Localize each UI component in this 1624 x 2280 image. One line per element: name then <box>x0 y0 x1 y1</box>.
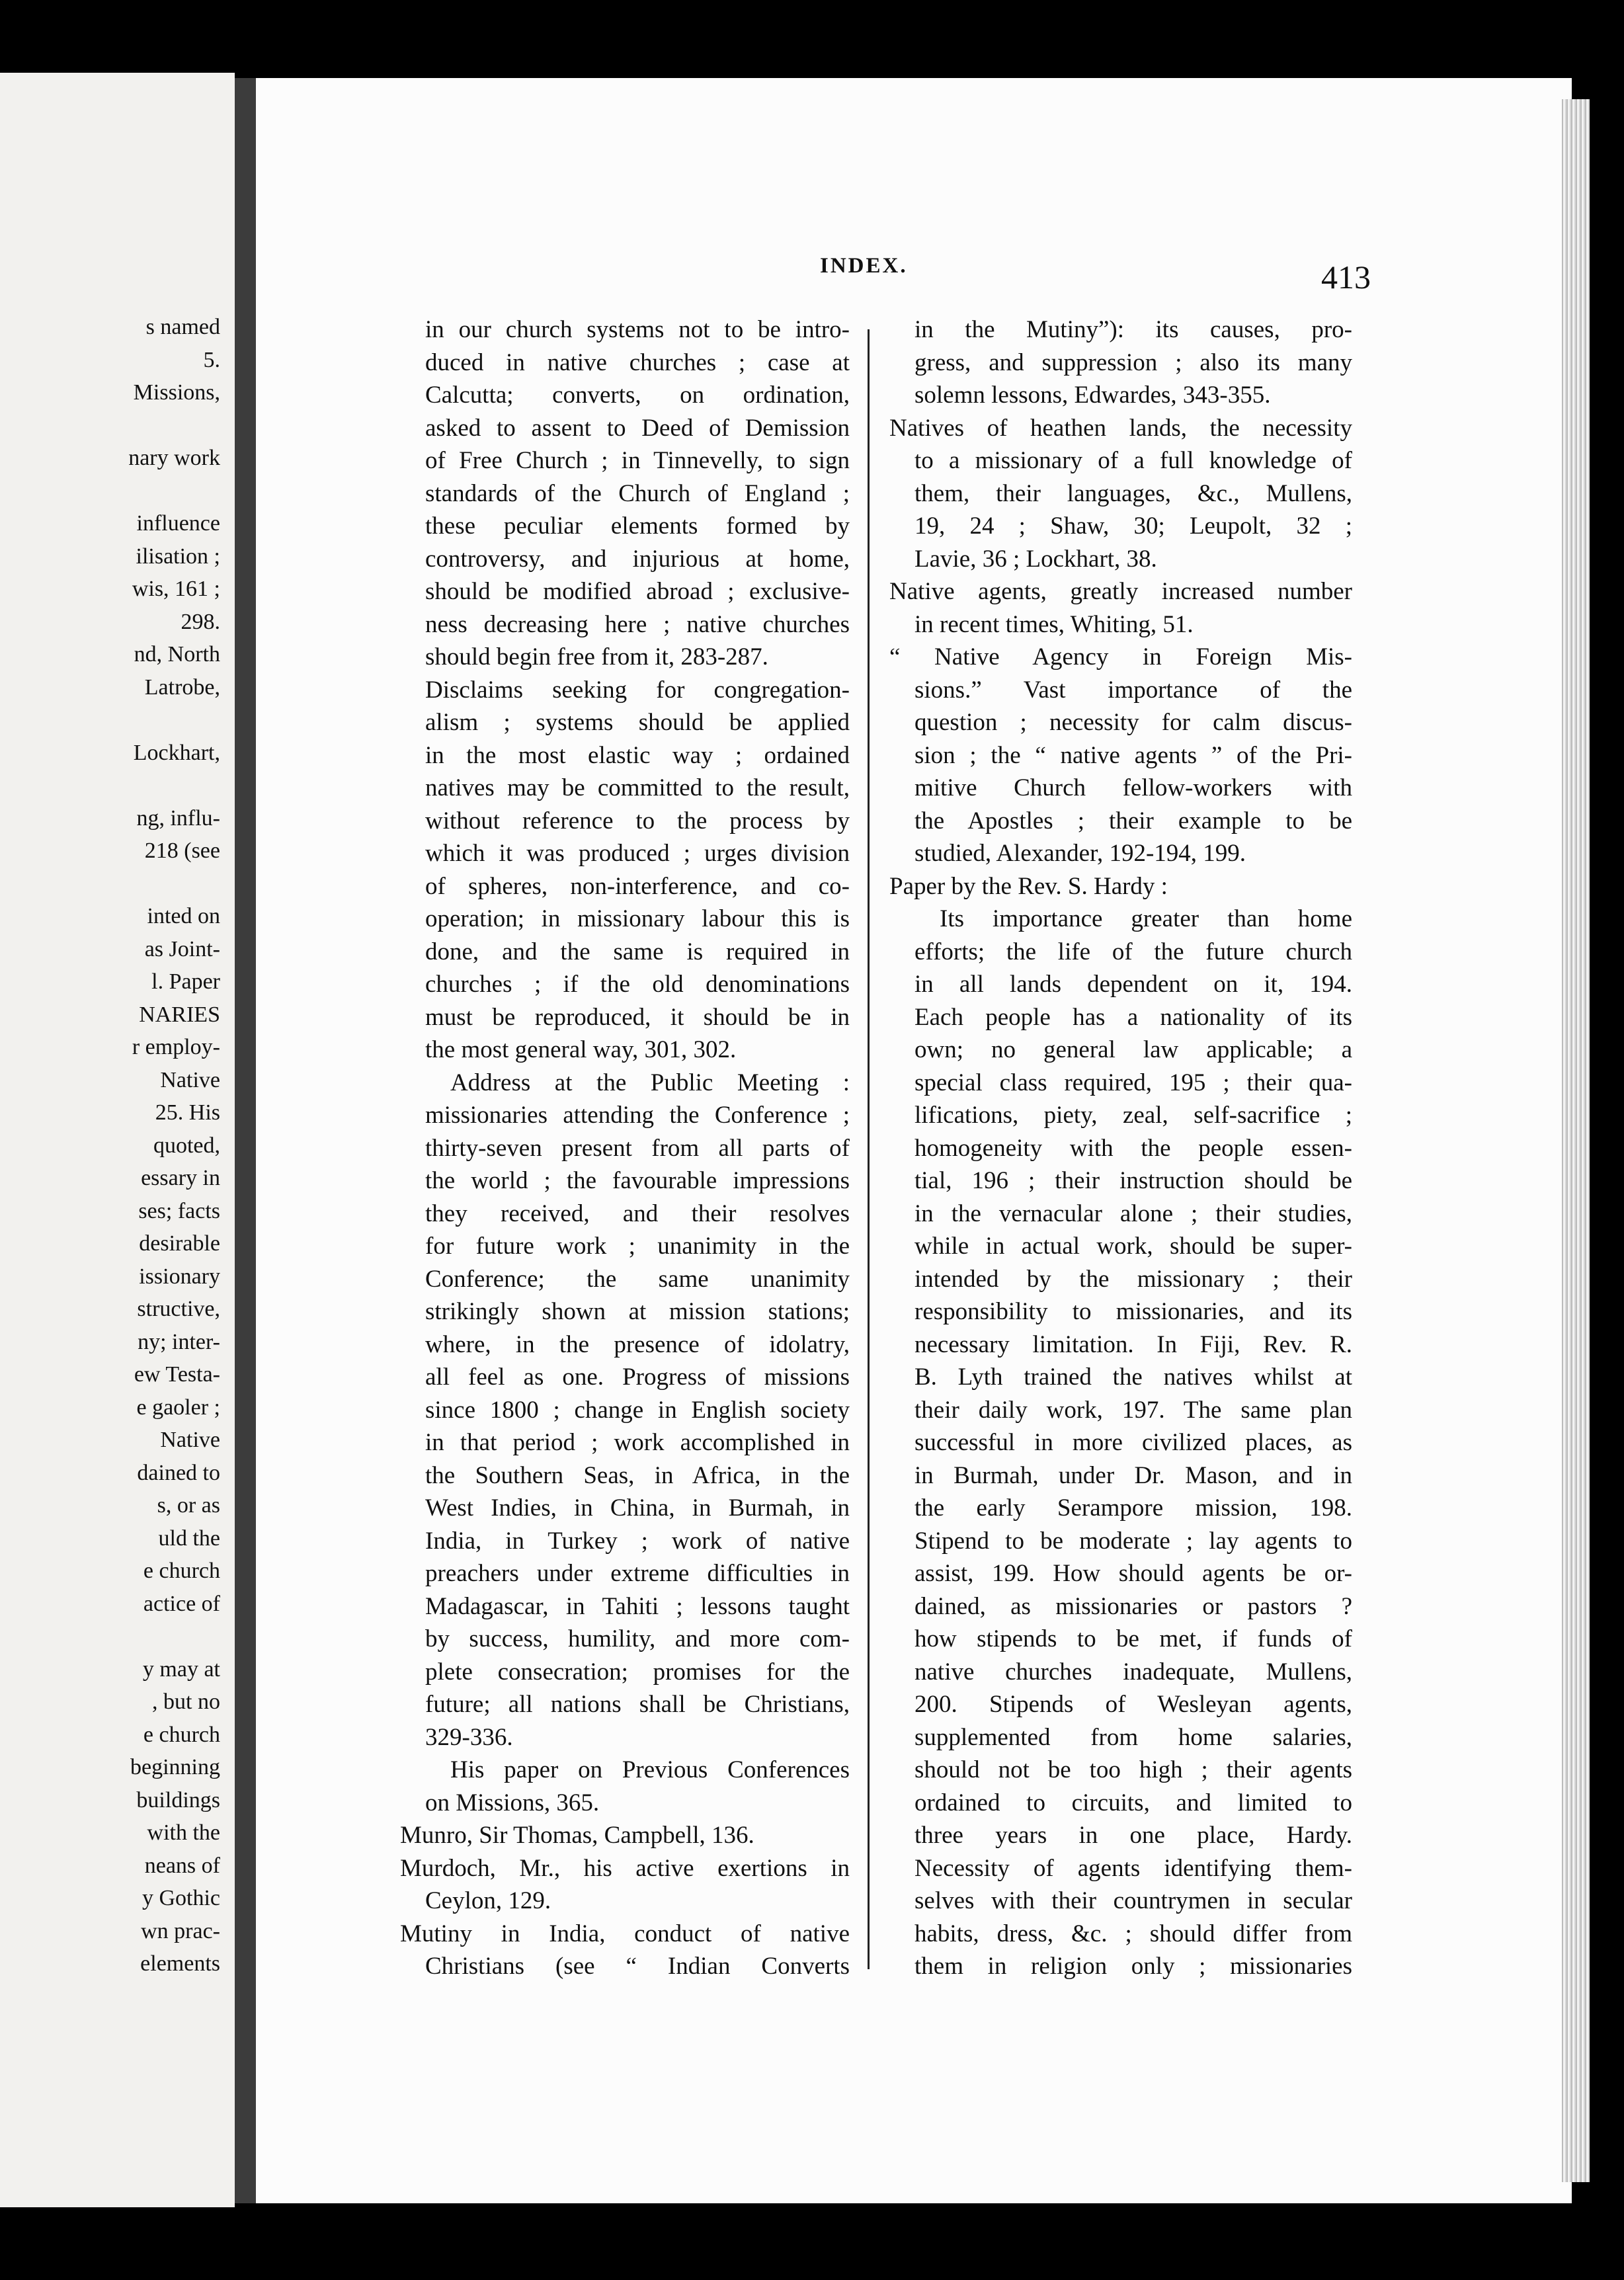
index-right-line: ordained to circuits, and limited to <box>914 1789 1352 1816</box>
index-left-line: Murdoch, Mr., his active exertions in <box>400 1854 850 1882</box>
index-right-line: Native agents, greatly increased number <box>889 578 1352 605</box>
book-spine-shadow <box>235 78 256 2203</box>
index-left-line: Conference; the same unanimity <box>425 1265 850 1293</box>
index-right-line: lifications, piety, zeal, self-sacrifice ; <box>914 1102 1352 1129</box>
left-page-line: e gaoler ; <box>136 1395 220 1420</box>
index-right-line: homogeneity with the people essen- <box>914 1134 1352 1162</box>
index-right-line: in the vernacular alone ; their studies, <box>914 1200 1352 1227</box>
index-left-line: Madagascar, in Tahiti ; lessons taught <box>425 1592 850 1620</box>
index-right-line: to a missionary of a full knowledge of <box>914 447 1352 474</box>
index-right-line: dained, as missionaries or pastors ? <box>914 1592 1352 1620</box>
left-page-line: e church <box>143 1559 220 1583</box>
index-right-line: B. Lyth trained the natives whilst at <box>914 1364 1352 1391</box>
left-page-line: Lockhart, <box>133 740 220 765</box>
index-left-line: without reference to the process by <box>425 807 850 835</box>
index-right-line: efforts; the life of the future church <box>914 938 1352 965</box>
left-page-line: r employ- <box>132 1035 220 1059</box>
index-left-line: which it was produced ; urges division <box>425 840 850 867</box>
left-page-line: neans of <box>144 1853 220 1878</box>
index-right-line: special class required, 195 ; their qua- <box>914 1069 1352 1096</box>
index-left-line: all feel as one. Progress of missions <box>425 1364 850 1391</box>
index-left-line: Address at the Public Meeting : <box>450 1069 850 1096</box>
left-page-line: Latrobe, <box>144 674 220 700</box>
index-right-line: mitive Church fellow-workers with <box>914 774 1352 801</box>
index-right-line: should not be too high ; their agents <box>914 1756 1352 1783</box>
left-page-line: y Gothic <box>142 1886 220 1910</box>
page-number: 413 <box>1321 259 1371 296</box>
index-right-line: the Apostles ; their example to be <box>914 807 1352 835</box>
left-page-line: dained to <box>137 1460 220 1485</box>
index-left-line: where, in the presence of idolatry, <box>425 1330 850 1358</box>
left-page-line <box>2 704 220 737</box>
index-left-line: should be modified abroad ; exclusive- <box>425 578 850 605</box>
left-page-line: e church <box>143 1722 220 1747</box>
index-right-line: “ Native Agency in Foreign Mis- <box>889 643 1352 671</box>
index-left-line: duced in native churches ; case at <box>425 348 850 376</box>
index-right-line: studied, Alexander, 192-194, 199. <box>914 840 1246 867</box>
left-page-line: wn prac- <box>141 1918 220 1943</box>
left-page-line <box>2 1620 220 1653</box>
index-right-line: Its importance greater than home <box>940 905 1352 932</box>
index-left-line: of spheres, non-interference, and co- <box>425 872 850 900</box>
index-left-line: in that period ; work accomplished in <box>425 1429 850 1456</box>
index-right-line: them in religion only ; missionaries <box>914 1953 1352 1980</box>
left-page-line: quoted, <box>153 1133 220 1158</box>
index-left-line: since 1800 ; change in English society <box>425 1396 850 1424</box>
index-left-line: the most general way, 301, 302. <box>425 1036 737 1063</box>
index-left-line: in the most elastic way ; ordained <box>425 741 850 769</box>
index-right-line: Necessity of agents identifying them- <box>914 1854 1352 1882</box>
index-left-line: they received, and their resolves <box>425 1200 850 1227</box>
left-page-line: 25. His <box>155 1100 220 1125</box>
left-page-line: with the <box>147 1820 220 1845</box>
left-page-line: s named <box>145 315 220 339</box>
index-right-line: gress, and suppression ; also its many <box>914 348 1352 376</box>
index-right-line: 200. Stipends of Wesleyan agents, <box>914 1691 1352 1718</box>
index-right-line: necessary limitation. In Fiji, Rev. R. <box>914 1330 1352 1358</box>
index-left-line: should begin free from it, 283-287. <box>425 643 768 671</box>
index-right-line: responsibility to missionaries, and its <box>914 1298 1352 1325</box>
index-right-line: 19, 24 ; Shaw, 30; Leupolt, 32 ; <box>914 512 1352 540</box>
index-left-line: standards of the Church of England ; <box>425 479 850 507</box>
index-left-line: Calcutta; converts, on ordination, <box>425 382 850 409</box>
left-page-line <box>2 868 220 901</box>
index-left-line: preachers under extreme difficulties in <box>425 1560 850 1587</box>
index-right-line: tial, 196 ; their instruction should be <box>914 1167 1352 1194</box>
index-left-line: strikingly shown at mission stations; <box>425 1298 850 1325</box>
left-page-line: elements <box>140 1951 220 1976</box>
left-page-line: nd, North <box>134 642 220 667</box>
index-left-line: asked to assent to Deed of Demission <box>425 414 850 442</box>
index-left-line: for future work ; unanimity in the <box>425 1233 850 1260</box>
index-right-line: them, their languages, &c., Mullens, <box>914 479 1352 507</box>
index-column-left <box>400 313 850 1983</box>
index-right-line: successful in more civilized places, as <box>914 1429 1352 1456</box>
left-page-line: ew Testa- <box>134 1362 220 1387</box>
left-page-line <box>2 769 220 802</box>
index-right-line: own; no general law applicable; a <box>914 1036 1352 1063</box>
left-page-line: ilisation ; <box>136 544 220 569</box>
index-right-line: the early Serampore mission, 198. <box>914 1494 1352 1522</box>
left-page-line: uld the <box>158 1526 220 1551</box>
index-left-line: on Missions, 365. <box>425 1789 600 1816</box>
left-page-line: wis, 161 ; <box>132 577 220 601</box>
index-left-line: must be reproduced, it should be in <box>425 1003 850 1031</box>
left-page <box>0 73 235 2207</box>
index-column-right <box>889 313 1352 1983</box>
index-left-line: Disclaims seeking for congregation- <box>425 676 850 704</box>
left-page-line: 298. <box>181 609 220 634</box>
index-left-line: in our church systems not to be intro- <box>425 316 850 343</box>
index-left-line: plete consecration; promises for the <box>425 1658 850 1686</box>
left-page-line: Missions, <box>133 380 220 405</box>
left-page-line: NARIES <box>139 1002 220 1027</box>
index-left-line: controversy, and injurious at home, <box>425 545 850 573</box>
index-right-line: Lavie, 36 ; Lockhart, 38. <box>914 545 1157 573</box>
index-left-line: Munro, Sir Thomas, Campbell, 136. <box>400 1822 754 1849</box>
left-page-line: structive, <box>137 1297 220 1321</box>
index-left-line: Ceylon, 129. <box>425 1887 551 1914</box>
index-left-line: these peculiar elements formed by <box>425 512 850 540</box>
index-left-line: the world ; the favourable impressions <box>425 1167 850 1194</box>
left-page-line: nary work <box>128 446 220 470</box>
index-left-line: missionaries attending the Conference ; <box>425 1102 850 1129</box>
running-header: INDEX. <box>820 254 908 278</box>
index-left-line: of Free Church ; in Tinnevelly, to sign <box>425 447 850 474</box>
left-page-line <box>2 475 220 508</box>
index-left-line: 329-336. <box>425 1723 513 1751</box>
left-page-line: ng, influ- <box>136 805 220 831</box>
left-page-line: influence <box>136 511 220 536</box>
left-page-line: essary in <box>141 1166 220 1190</box>
left-page-line: ny; inter- <box>138 1329 220 1354</box>
index-right-line: intended by the missionary ; their <box>914 1265 1352 1293</box>
left-page-line: beginning <box>130 1755 220 1779</box>
left-page-line: actice of <box>143 1591 220 1616</box>
index-right-line: supplemented from home salaries, <box>914 1723 1352 1751</box>
left-page-line: inted on <box>147 904 220 928</box>
index-right-line: in all lands dependent on it, 194. <box>914 971 1352 998</box>
index-right-line: solemn lessons, Edwardes, 343-355. <box>914 382 1271 409</box>
left-page-line: , but no <box>152 1690 220 1714</box>
index-right-line: three years in one place, Hardy. <box>914 1822 1352 1849</box>
index-left-line: Mutiny in India, conduct of native <box>400 1920 850 1947</box>
index-left-line: Christians (see “ Indian Converts <box>425 1953 850 1980</box>
index-right-line: their daily work, 197. The same plan <box>914 1396 1352 1424</box>
index-right-line: sion ; the “ native agents ” of the Pri- <box>914 741 1352 769</box>
index-left-line: thirty-seven present from all parts of <box>425 1134 850 1162</box>
index-left-line: future; all nations shall be Christians, <box>425 1691 850 1718</box>
column-divider <box>868 329 870 1969</box>
left-page-text <box>2 311 220 1980</box>
index-right-line: question ; necessity for calm discus- <box>914 709 1352 736</box>
index-left-line: the Southern Seas, in Africa, in the <box>425 1461 850 1489</box>
index-left-line: done, and the same is required in <box>425 938 850 965</box>
left-page-line: 5. <box>203 347 220 372</box>
page-edges <box>1562 99 1590 2182</box>
index-right-line: how stipends to be met, if funds of <box>914 1625 1352 1652</box>
index-right-line: assist, 199. How should agents be or- <box>914 1560 1352 1587</box>
left-page-line: s, or as <box>157 1493 220 1518</box>
left-page-line: Native <box>160 1428 220 1452</box>
index-left-line: ness decreasing here ; native churches <box>425 610 850 638</box>
index-right-line: habits, dress, &c. ; should differ from <box>914 1920 1352 1947</box>
index-right-line: in Burmah, under Dr. Mason, and in <box>914 1461 1352 1489</box>
left-page-line: desirable <box>139 1231 220 1256</box>
left-page-line: 218 (see <box>144 838 220 863</box>
index-left-line: India, in Turkey ; work of native <box>425 1527 850 1555</box>
index-right-line: while in actual work, should be super- <box>914 1233 1352 1260</box>
index-left-line: operation; in missionary labour this is <box>425 905 850 932</box>
index-left-line: by success, humility, and more com- <box>425 1625 850 1652</box>
left-page-line: Native <box>160 1067 220 1092</box>
left-page-line: issionary <box>139 1264 220 1289</box>
left-page-line: ses; facts <box>138 1198 220 1223</box>
left-page-line: buildings <box>136 1787 220 1812</box>
left-page-line: y may at <box>142 1656 220 1682</box>
index-right-line: sions.” Vast importance of the <box>914 676 1352 704</box>
index-left-line: churches ; if the old denominations <box>425 971 850 998</box>
left-page-line <box>2 409 220 442</box>
index-right-line: Each people has a nationality of its <box>914 1003 1352 1031</box>
index-right-line: in recent times, Whiting, 51. <box>914 610 1194 638</box>
index-right-line: Stipend to be moderate ; lay agents to <box>914 1527 1352 1555</box>
left-page-line: l. Paper <box>151 969 220 994</box>
left-page-line: as Joint- <box>144 936 220 961</box>
index-right-line: native churches inadequate, Mullens, <box>914 1658 1352 1686</box>
index-right-line: Paper by the Rev. S. Hardy : <box>889 872 1168 900</box>
index-left-line: natives may be committed to the result, <box>425 774 850 801</box>
index-right-line: selves with their countrymen in secular <box>914 1887 1352 1914</box>
index-right-line: in the Mutiny”): its causes, pro- <box>914 316 1352 343</box>
index-left-line: West Indies, in China, in Burmah, in <box>425 1494 850 1522</box>
index-left-line: alism ; systems should be applied <box>425 709 850 736</box>
index-left-line: His paper on Previous Conferences <box>450 1756 850 1783</box>
index-right-line: Natives of heathen lands, the necessity <box>889 414 1352 442</box>
